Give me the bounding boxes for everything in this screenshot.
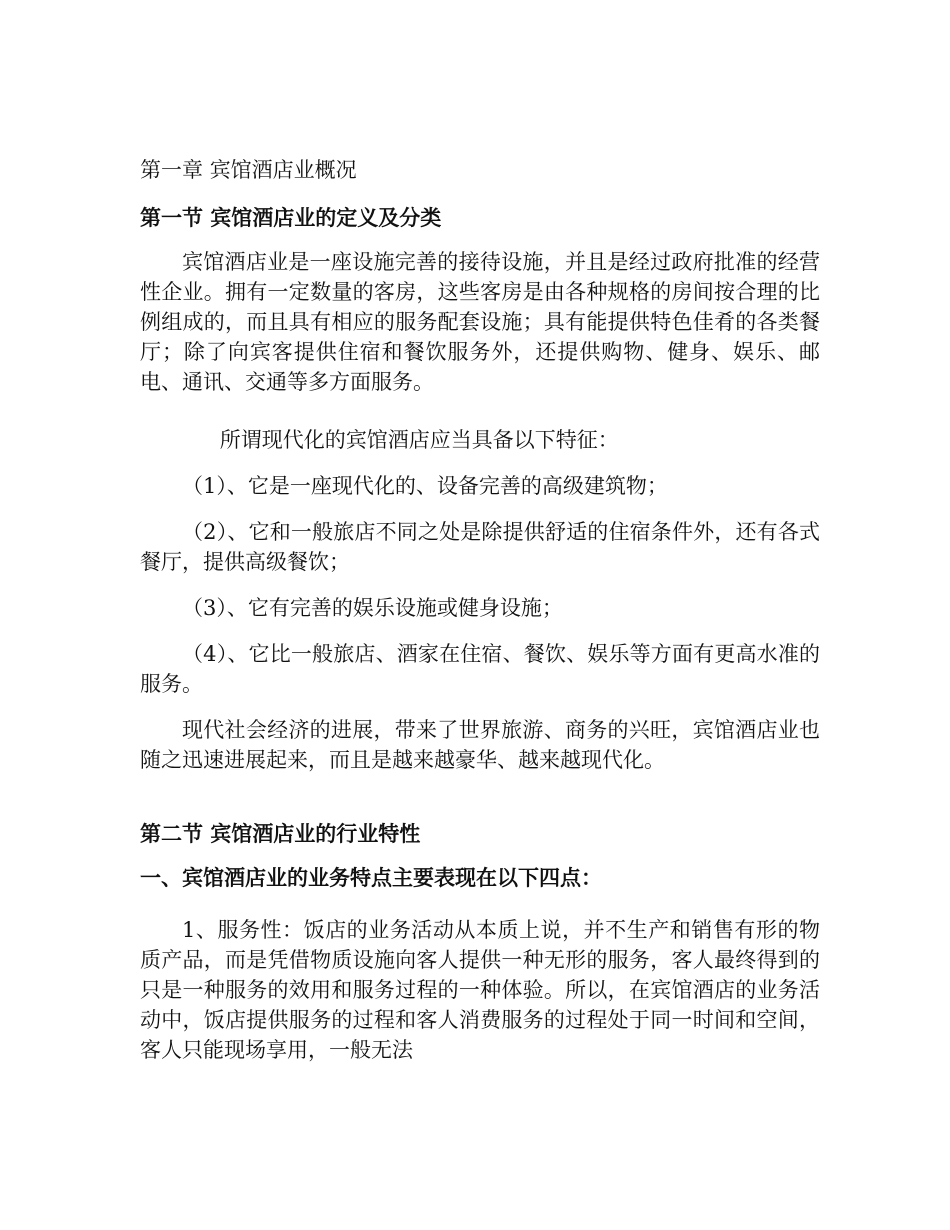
paragraph-feature-4: （4）、它比一般旅店、酒家在住宿、餐饮、娱乐等方面有更高水准的服务。: [140, 642, 820, 696]
document-page: [140, 155, 820, 1081]
paragraph-feature-3: （3）、它有完善的娱乐设施或健身设施；: [182, 596, 563, 620]
paragraph-development: 现代社会经济的进展，带来了世界旅游、商务的兴旺，宾馆酒店业也随之迅速进展起来，而且是越来越豪华、越来越现代化。: [140, 718, 820, 772]
section-1-title: 第一节 宾馆酒店业的定义及分类: [140, 206, 442, 230]
paragraph-definition: 宾馆酒店业是一座设施完善的接待设施，并且是经过政府批准的经营性企业。拥有一定数量的客房，这些客房是由各种规格的房间按合理的比例组成的，而且具有相应的服务配套设施；具有能提供特色佳肴的各类餐厅；除了向宾客提供住宿和餐饮服务外，还提供购物、健身、娱乐、邮电、通讯、交通等多方面服务。: [140, 250, 820, 394]
paragraph-service: 1、服务性：饭店的业务活动从本质上说，并不生产和销售有形的物质产品，而是凭借物质设施向客人提供一种无形的服务，客人最终得到的只是一种服务的效用和服务过程的一种体验。所以，在宾馆酒店的业务活动中，饭店提供服务的过程和客人消费服务的过程处于同一时间和空间，客人只能现场享用，一般无法: [140, 918, 820, 1062]
paragraph-features-intro: 所谓现代化的宾馆酒店应当具备以下特征：: [219, 428, 619, 452]
chapter-title: 第一章 宾馆酒店业概况: [140, 158, 357, 182]
paragraph-feature-2: （2）、它和一般旅店不同之处是除提供舒适的住宿条件外，还有各式餐厅，提供高级餐饮；: [140, 520, 820, 574]
subsection-title: 一、宾馆酒店业的业务特点主要表现在以下四点：: [140, 866, 602, 890]
paragraph-feature-1: （1）、它是一座现代化的、设备完善的高级建筑物；: [182, 474, 668, 498]
section-2-title: 第二节 宾馆酒店业的行业特性: [140, 822, 421, 846]
